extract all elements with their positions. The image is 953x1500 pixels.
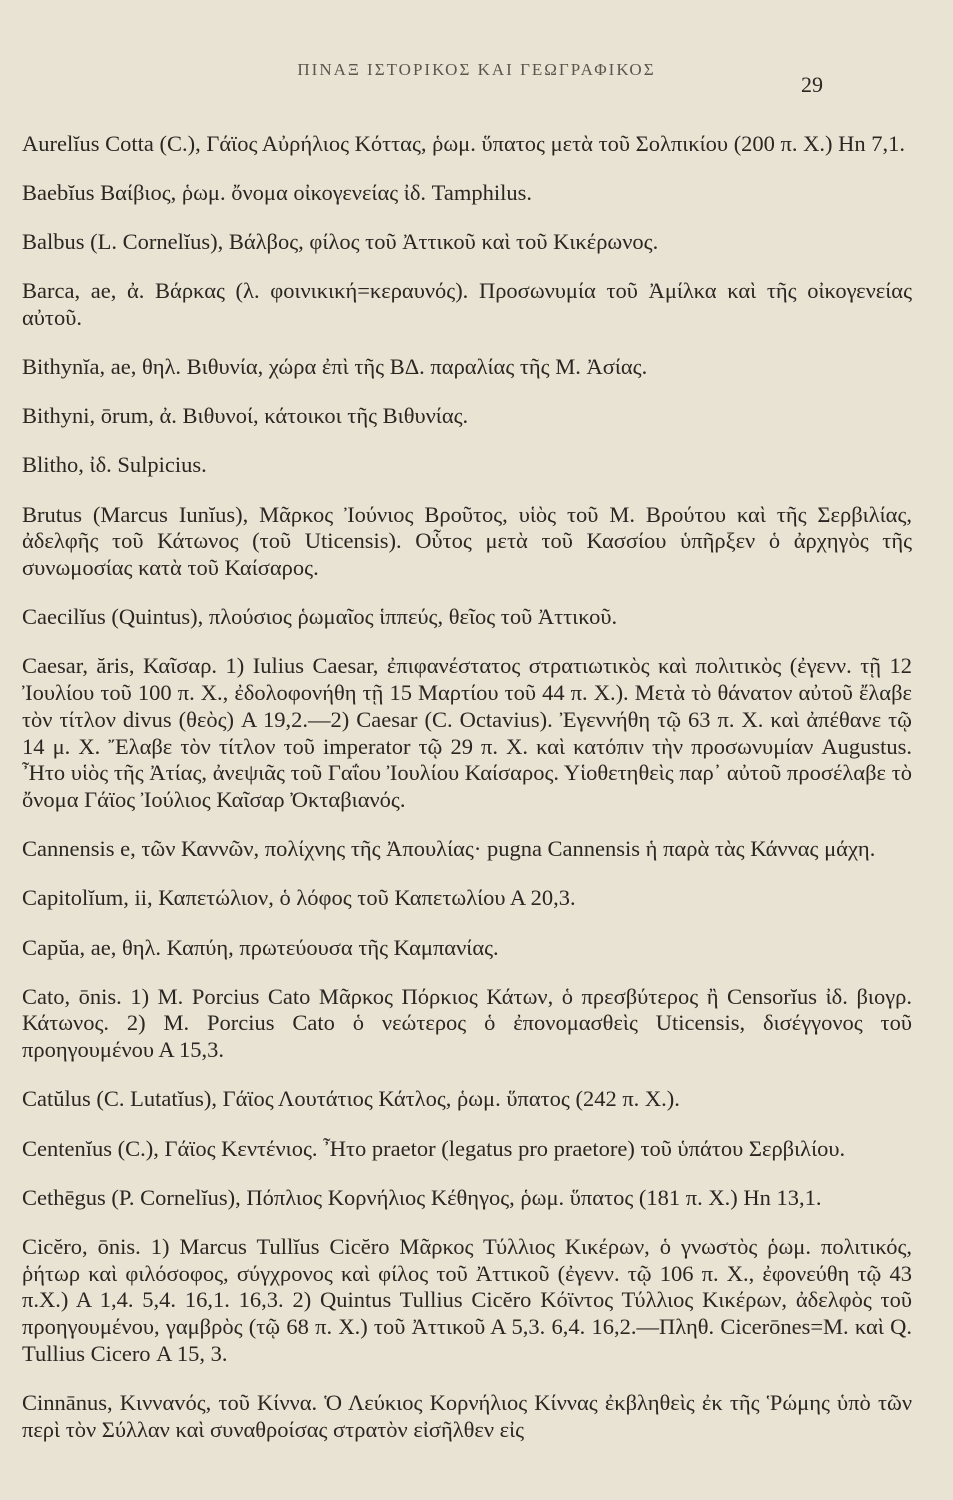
entry-cethegus: Cethēgus (P. Cornelĭus), Πόπλιος Κορνήλιος Κέθηγος, ῥωμ. ὕπατος (181 π. Χ.) Hn 13,1. <box>22 1184 822 1210</box>
entry-cato: Cato, ōnis. 1) M. Porcius Cato Μᾶρκος Πόρκιος Κάτων, ὁ πρεσβύτερος ἢ Censorĭus ἰδ. βιογρ. Κάτωνος. 2) M. Porcius Cato ὁ νεώτερος ὁ ἐπονομασθεὶς Uticensis, δισέγγονος τοῦ προηγουμένου Α 15,3. <box>22 983 912 1063</box>
entry-catulus: Catŭlus (C. Lutatĭus), Γάϊος Λουτάτιος Κάτλος, ῥωμ. ὕπατος (242 π. Χ.). <box>22 1086 680 1112</box>
entry-brutus: Brutus (Marcus Iunĭus), Μᾶρκος Ἰούνιος Βροῦτος, υἱὸς τοῦ Μ. Βρούτου καὶ τῆς Σερβιλίας, ἀδελφῆς τοῦ Κάτωνος (τοῦ Uticensis). Οὗτος μετὰ τοῦ Κασσίου ὑπῆρξεν ὁ ἀρχηγὸς τῆς συνωμοσίας κατὰ τοῦ Καίσαρος. <box>22 501 912 581</box>
entry-aurelius-cotta: Aurelĭus Cotta (C.), Γάϊος Αὐρήλιος Κόττας, ῥωμ. ὕπατος μετὰ τοῦ Σολπικίου (200 π. Χ.) Hn 7,1. <box>22 130 906 156</box>
glossary-entries <box>22 108 912 1443</box>
entry-baebius: Baebĭus Βαίβιος, ῥωμ. ὄνομα οἰκογενείας ἰδ. Tamphilus. <box>22 179 532 205</box>
entry-cannensis: Cannensis e, τῶν Καννῶν, πολίχνης τῆς Ἀπουλίας· pugna Cannensis ἡ παρὰ τὰς Κάννας μάχη. <box>22 836 876 862</box>
entry-capua: Capŭa, ae, θηλ. Καπύη, πρωτεύουσα τῆς Καμπανίας. <box>22 934 499 960</box>
entry-balbus: Balbus (L. Cornelĭus), Βάλβος, φίλος τοῦ Ἀττικοῦ καὶ τοῦ Κικέρωνος. <box>22 228 659 254</box>
entry-caesar: Caesar, ăris, Καῖσαρ. 1) Iulius Caesar, ἐπιφανέστατος στρατιωτικὸς καὶ πολιτικὸς (ἐγενν. τῇ 12 Ἰουλίου τοῦ 100 π. Χ., ἐδολοφονήθη τῇ 15 Μαρτίου τοῦ 44 π. Χ.). Μετὰ τὸ θάνατον αὐτοῦ ἔλαβε τὸν τίτλον divus (θεὸς) Α 19,2.—2) Caesar (C. Octavius). Ἐγεννήθη τῷ 63 π. Χ. καὶ ἀπέθανε τῷ 14 μ. Χ. Ἔλαβε τὸν τίτλον τοῦ imperator τῷ 29 π. Χ. καὶ κατόπιν τὴν προσωνυμίαν Augustus. Ἦτο υἱὸς τῆς Ἀτίας, ἀνεψιᾶς τοῦ Γαΐου Ἰουλίου Καίσαρος. Υἱοθετηθεὶς παρ᾽ αὐτοῦ προσέλαβε τὸ ὄνομα Γάϊος Ἰούλιος Καῖσαρ Ὀκταβιανός. <box>22 653 912 812</box>
entry-centenius: Centenĭus (C.), Γάϊος Κεντένιος. Ἦτο praetor (legatus pro praetore) τοῦ ὑπάτου Σερβιλίου. <box>22 1135 846 1161</box>
entry-cicero: Cicĕro, ōnis. 1) Marcus Tullĭus Cicĕro Μᾶρκος Τύλλιος Κικέρων, ὁ γνωστὸς ῥωμ. πολιτικός, ῥήτωρ καὶ φιλόσοφος, σύγχρονος καὶ φίλος τοῦ Ἀττικοῦ (ἐγενν. τῷ 106 π. Χ., ἐφονεύθη τῷ 43 π.Χ.) Α 1,4. 5,4. 16,1. 16,3. 2) Quintus Tullius Cicĕro Κόϊντος Τύλλιος Κικέρων, ἀδελφὸς τοῦ προηγουμένου, γαμβρὸς (τῷ 68 π. Χ.) τοῦ Ἀττικοῦ Α 5,3. 6,4. 16,2.—Πληθ. Cicerōnes=M. καὶ Q. Tullius Cicero Α 15, 3. <box>22 1233 912 1366</box>
entry-cinnanus: Cinnānus, Κινναvός, τοῦ Κίννα. Ὁ Λεύκιος Κορνήλιος Κίννας ἐκβληθεὶς ἐκ τῆς Ῥώμης ὑπὸ τῶν περὶ τὸν Σύλλαν καὶ συναθροίσας στρατὸν εἰσῆλθεν εἰς <box>22 1390 912 1442</box>
running-header: ΠΙΝΑΞ ΙΣΤΟΡΙΚΟΣ ΚΑΙ ΓΕΩΓΡΑΦΙΚΟΣ <box>297 60 656 79</box>
entry-capitolium: Capitolĭum, ii, Καπετώλιον, ὁ λόφος τοῦ Καπετωλίου Α 20,3. <box>22 885 576 911</box>
page-number: 29 <box>801 72 823 97</box>
entry-bithyni: Bithyni, ōrum, ἀ. Βιθυνοί, κάτοικοι τῆς Βιθυνίας. <box>22 403 469 429</box>
entry-blitho: Blitho, ἰδ. Sulpicius. <box>22 452 207 478</box>
entry-caecilius: Caecilĭus (Quintus), πλούσιος ῥωμαῖος ἱππεύς, θεῖος τοῦ Ἀττικοῦ. <box>22 604 618 630</box>
entry-bithynia: Bithynĭa, ae, θηλ. Βιθυνία, χώρα ἐπὶ τῆς ΒΔ. παραλίας τῆς Μ. Ἀσίας. <box>22 354 648 380</box>
entry-barca: Barca, ae, ἀ. Βάρκας (λ. φοινικική=κεραυνός). Προσωνυμία τοῦ Ἀμίλκα καὶ τῆς οἰκογενείας αὐτοῦ. <box>22 278 912 330</box>
